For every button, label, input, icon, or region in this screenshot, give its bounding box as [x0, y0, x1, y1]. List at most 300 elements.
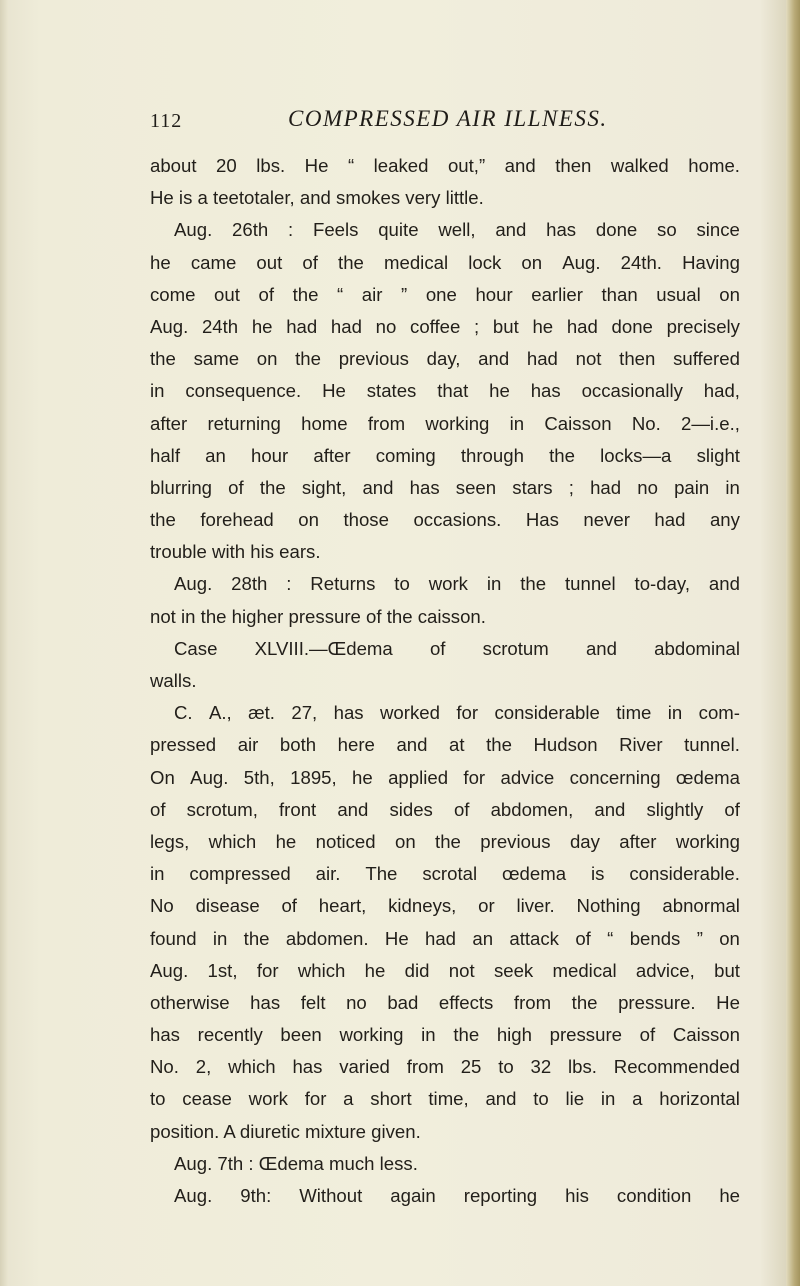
- word: and: [337, 798, 369, 820]
- word: from: [513, 991, 552, 1013]
- word: :: [288, 219, 294, 241]
- word: home.: [688, 155, 740, 176]
- word: ;: [568, 476, 574, 498]
- word: Caisson: [672, 1024, 740, 1046]
- word: of: [258, 283, 274, 305]
- word: of: [453, 798, 470, 820]
- word: Recommended: [613, 1056, 740, 1078]
- word: Aug.: [150, 315, 189, 337]
- word: earlier: [531, 283, 583, 305]
- word: on: [298, 509, 319, 531]
- word: 2—i.e.,: [681, 412, 740, 434]
- text-line: position. A diuretic mixture given.: [150, 1120, 421, 1142]
- word: 9th:: [240, 1185, 272, 1206]
- text-line: [150, 794, 740, 826]
- word: horizontal: [659, 1088, 740, 1110]
- word: considerable.: [629, 863, 740, 885]
- text-line: He is a teetotaler, and smokes very little.: [150, 187, 484, 209]
- word: since: [696, 219, 740, 241]
- word: 2,: [195, 1056, 212, 1078]
- word: disease: [195, 895, 260, 917]
- word: had: [286, 315, 318, 337]
- word: of: [724, 798, 740, 820]
- word: same: [193, 348, 240, 370]
- word: abdominal: [654, 637, 740, 659]
- word: œdema: [675, 766, 740, 788]
- word: in: [509, 412, 525, 434]
- word: time: [616, 702, 652, 724]
- word: noticed: [315, 830, 376, 852]
- text-line: [150, 858, 740, 890]
- word: He: [304, 155, 329, 176]
- word: legs,: [150, 830, 190, 852]
- word: through: [460, 444, 524, 466]
- word: he: [532, 315, 554, 337]
- word: 1895,: [290, 766, 337, 788]
- word: otherwise: [150, 991, 230, 1013]
- page-edge-right: [786, 0, 800, 1286]
- text-line: [150, 826, 740, 858]
- word: The: [365, 863, 398, 885]
- word: stars: [512, 476, 553, 498]
- word: had: [330, 315, 362, 337]
- word: pressure.: [618, 991, 696, 1013]
- word: in: [600, 1088, 616, 1110]
- word: in: [725, 476, 740, 498]
- page-edge-left: [0, 0, 8, 1286]
- word: ;: [474, 315, 480, 337]
- text-line: [150, 1083, 740, 1115]
- text-line: [150, 247, 740, 279]
- word: No.: [631, 412, 661, 434]
- word: Caisson: [544, 412, 612, 434]
- word: lbs.: [256, 155, 286, 176]
- text-line: [150, 311, 740, 343]
- word: Feels: [312, 219, 359, 241]
- word: no: [637, 476, 658, 498]
- word: cease: [182, 1088, 232, 1110]
- word: for: [463, 766, 486, 788]
- word: after: [150, 412, 188, 434]
- word: and: [585, 637, 617, 659]
- text-line: Aug. 7th : Œdema much less.: [174, 1152, 418, 1174]
- text-line: [150, 214, 740, 246]
- word: so: [657, 219, 677, 241]
- word: then: [619, 348, 656, 370]
- word: of: [281, 895, 297, 917]
- word: came: [190, 251, 237, 273]
- word: 28th: [231, 573, 268, 595]
- word: had: [590, 476, 622, 498]
- word: precisely: [666, 315, 740, 337]
- word: has: [150, 1024, 180, 1046]
- word: scrotum: [482, 637, 549, 659]
- word: here: [337, 734, 375, 756]
- word: found: [150, 927, 197, 949]
- word: “: [607, 927, 614, 949]
- word: he: [150, 251, 171, 273]
- word: 26th: [232, 219, 269, 241]
- word: and: [396, 734, 428, 756]
- text-line: [150, 150, 740, 182]
- text-line: walls.: [150, 670, 197, 691]
- page-header: [0, 106, 800, 142]
- word: suffered: [673, 348, 740, 370]
- word: has: [409, 476, 440, 498]
- text-line: [150, 343, 740, 375]
- text-line: [150, 375, 740, 407]
- word: ”: [696, 927, 703, 949]
- word: Has: [525, 509, 559, 531]
- word: the: [150, 348, 176, 370]
- text-line: [150, 504, 740, 536]
- word: worked: [380, 702, 440, 724]
- word: no: [346, 991, 367, 1013]
- word: On: [150, 766, 175, 788]
- word: Aug.: [150, 959, 189, 981]
- word: after: [619, 830, 657, 852]
- word: out: [214, 283, 240, 305]
- word: compressed: [189, 863, 291, 885]
- text-line: [150, 987, 740, 1019]
- word: coffee: [410, 315, 461, 337]
- word: Returns: [310, 573, 376, 595]
- word: concerning: [569, 766, 661, 788]
- word: the: [549, 444, 575, 466]
- word: :: [286, 573, 292, 595]
- word: he: [719, 1185, 740, 1206]
- word: at: [449, 734, 465, 756]
- word: consequence.: [185, 380, 302, 402]
- word: lbs.: [568, 1056, 597, 1078]
- text-line: [150, 1019, 740, 1051]
- word: the: [292, 283, 319, 305]
- word: from: [367, 412, 406, 434]
- text-line: not in the higher pressure of the caisson.: [150, 605, 486, 627]
- word: work: [248, 1088, 288, 1110]
- word: the: [243, 927, 270, 949]
- word: been: [280, 1024, 322, 1046]
- word: 1st,: [207, 959, 238, 981]
- word: Hudson: [533, 734, 598, 756]
- word: for: [256, 959, 279, 981]
- word: scrotum,: [186, 798, 258, 820]
- word: short: [370, 1088, 412, 1110]
- word: in: [421, 1024, 436, 1046]
- text-line: [150, 729, 740, 761]
- word: on: [256, 348, 278, 370]
- word: working: [675, 830, 740, 852]
- word: he: [275, 830, 297, 852]
- word: previous: [338, 348, 409, 370]
- word: done: [595, 219, 638, 241]
- word: recently: [197, 1024, 263, 1046]
- word: of: [302, 251, 318, 273]
- word: had: [654, 509, 686, 531]
- word: air: [237, 734, 259, 756]
- word: has: [292, 1056, 323, 1078]
- word: and: [495, 219, 527, 241]
- word: but: [492, 315, 519, 337]
- word: the: [338, 251, 364, 273]
- word: air.: [315, 863, 341, 885]
- word: tunnel.: [684, 734, 740, 756]
- word: a: [632, 1088, 643, 1110]
- word: hour: [475, 283, 513, 305]
- word: after: [313, 444, 351, 466]
- word: 27,: [291, 702, 318, 724]
- word: sight,: [301, 476, 347, 498]
- word: bends: [629, 927, 681, 949]
- text-line: [150, 955, 740, 987]
- word: well,: [438, 219, 476, 241]
- word: in: [150, 863, 165, 885]
- word: of: [150, 798, 166, 820]
- word: for: [304, 1088, 327, 1110]
- word: had: [526, 348, 558, 370]
- word: scrotal: [422, 863, 478, 885]
- word: A.,: [208, 702, 232, 724]
- word: heart,: [318, 895, 367, 917]
- word: the: [435, 830, 461, 852]
- text-line: [150, 440, 740, 472]
- word: advice: [500, 766, 555, 788]
- word: æt.: [248, 702, 275, 724]
- word: pressure: [549, 1024, 622, 1046]
- word: attack: [509, 927, 559, 949]
- word: XLVIII.—Œdema: [254, 637, 393, 659]
- word: never: [583, 509, 630, 531]
- word: states: [366, 380, 417, 402]
- word: out,”: [447, 155, 486, 176]
- text-line: [150, 1180, 740, 1212]
- text-line: [150, 1051, 740, 1083]
- word: from: [406, 1056, 444, 1078]
- word: Aug.: [174, 219, 213, 241]
- word: to: [394, 573, 410, 595]
- word: advice,: [635, 959, 695, 981]
- word: working: [339, 1024, 404, 1046]
- word: on: [394, 830, 416, 852]
- word: done: [611, 315, 653, 337]
- word: Aug.: [174, 573, 213, 595]
- word: abdomen.: [285, 927, 369, 949]
- word: has: [530, 380, 561, 402]
- word: sides: [389, 798, 433, 820]
- word: Having: [682, 251, 740, 273]
- word: has: [333, 702, 364, 724]
- word: River: [619, 734, 663, 756]
- body-text: [150, 150, 740, 1212]
- word: in: [212, 927, 228, 949]
- word: He: [322, 380, 346, 402]
- word: front: [279, 798, 317, 820]
- word: C.: [174, 702, 193, 724]
- word: is: [590, 863, 605, 885]
- word: the: [259, 476, 286, 498]
- word: No: [150, 895, 174, 917]
- word: in: [667, 702, 683, 724]
- word: which: [208, 830, 257, 852]
- word: 20: [216, 155, 237, 176]
- word: and: [362, 476, 394, 498]
- word: leaked: [373, 155, 429, 176]
- word: had: [566, 315, 598, 337]
- word: lock: [468, 251, 502, 273]
- word: Aug.: [190, 766, 229, 788]
- word: those: [343, 509, 389, 531]
- word: air: [361, 283, 383, 305]
- word: which: [297, 959, 346, 981]
- word: felt: [300, 991, 326, 1013]
- word: No.: [150, 1056, 179, 1078]
- word: seen: [455, 476, 497, 498]
- word: com-: [698, 702, 740, 724]
- word: and: [708, 573, 740, 595]
- word: not: [448, 959, 475, 981]
- word: returning: [207, 412, 281, 434]
- text-line: [150, 633, 740, 665]
- word: or: [478, 895, 495, 917]
- word: forehead: [200, 509, 274, 531]
- text-line: [150, 697, 740, 729]
- word: working: [425, 412, 490, 434]
- word: and: [594, 798, 626, 820]
- word: has: [250, 991, 281, 1013]
- text-line: [150, 890, 740, 922]
- word: abdomen,: [490, 798, 574, 820]
- word: about: [150, 155, 197, 176]
- word: slightly: [646, 798, 704, 820]
- word: Without: [299, 1185, 363, 1206]
- page-number: 112: [150, 110, 183, 132]
- word: not: [575, 348, 602, 370]
- word: any: [709, 509, 740, 531]
- word: his: [565, 1185, 589, 1206]
- running-title: COMPRESSED AIR ILLNESS.: [288, 106, 608, 131]
- text-line: [150, 923, 740, 955]
- word: considerable: [494, 702, 600, 724]
- word: usual: [656, 283, 701, 305]
- word: bad: [387, 991, 419, 1013]
- word: “: [347, 155, 355, 176]
- word: Aug.: [174, 1185, 213, 1206]
- word: pain: [674, 476, 710, 498]
- word: in: [150, 380, 165, 402]
- word: medical: [552, 959, 617, 981]
- word: an: [472, 927, 494, 949]
- word: and: [504, 155, 536, 176]
- word: Aug.: [562, 251, 601, 273]
- word: 24th: [201, 315, 239, 337]
- word: locks—a: [600, 444, 672, 466]
- word: the: [150, 509, 176, 531]
- word: on: [521, 251, 543, 273]
- word: to: [150, 1088, 166, 1110]
- word: the: [571, 991, 598, 1013]
- word: tunnel: [564, 573, 616, 595]
- word: he: [489, 380, 510, 402]
- word: the: [453, 1024, 480, 1046]
- word: for: [456, 702, 479, 724]
- word: reporting: [463, 1185, 538, 1206]
- word: he: [364, 959, 386, 981]
- word: time,: [428, 1088, 469, 1110]
- word: had,: [703, 380, 740, 402]
- word: an: [205, 444, 226, 466]
- word: he: [352, 766, 373, 788]
- word: blurring: [150, 476, 213, 498]
- text-line: [150, 472, 740, 504]
- word: Case: [174, 637, 218, 659]
- word: quite: [378, 219, 419, 241]
- word: of: [429, 637, 446, 659]
- word: 32: [530, 1056, 552, 1078]
- word: kidneys,: [388, 895, 457, 917]
- word: that: [437, 380, 469, 402]
- word: work: [428, 573, 468, 595]
- word: but: [714, 959, 740, 981]
- word: no: [375, 315, 397, 337]
- word: half: [150, 444, 180, 466]
- word: did: [404, 959, 430, 981]
- word: again: [390, 1185, 436, 1206]
- word: œdema: [502, 863, 567, 885]
- word: “: [337, 283, 344, 305]
- text-line: [150, 762, 740, 794]
- word: condition: [616, 1185, 692, 1206]
- word: he: [251, 315, 273, 337]
- word: to-day,: [634, 573, 691, 595]
- word: of: [228, 476, 244, 498]
- word: of: [575, 927, 591, 949]
- word: hour: [250, 444, 289, 466]
- word: to: [533, 1088, 549, 1110]
- word: He: [716, 991, 740, 1013]
- word: previous: [480, 830, 551, 852]
- word: applied: [388, 766, 449, 788]
- word: seek: [493, 959, 534, 981]
- word: in: [486, 573, 502, 595]
- word: a: [343, 1088, 354, 1110]
- word: which: [228, 1056, 276, 1078]
- word: then: [555, 155, 592, 176]
- word: 24th.: [620, 251, 662, 273]
- word: home: [301, 412, 348, 434]
- word: varied: [339, 1056, 390, 1078]
- word: pressed: [150, 734, 217, 756]
- word: ”: [401, 283, 408, 305]
- word: effects: [438, 991, 494, 1013]
- word: the: [486, 734, 512, 756]
- text-line: [150, 408, 740, 440]
- word: Nothing: [576, 895, 641, 917]
- text-line: [150, 279, 740, 311]
- word: than: [601, 283, 638, 305]
- word: abnormal: [662, 895, 740, 917]
- text-line: trouble with his ears.: [150, 541, 321, 563]
- word: day: [569, 830, 600, 852]
- word: coming: [375, 444, 436, 466]
- word: and: [478, 348, 510, 370]
- word: slight: [696, 444, 740, 466]
- word: 25: [460, 1056, 482, 1078]
- word: one: [425, 283, 457, 305]
- word: of: [639, 1024, 656, 1046]
- word: occasions.: [413, 509, 502, 531]
- word: the: [520, 573, 547, 595]
- word: had: [425, 927, 457, 949]
